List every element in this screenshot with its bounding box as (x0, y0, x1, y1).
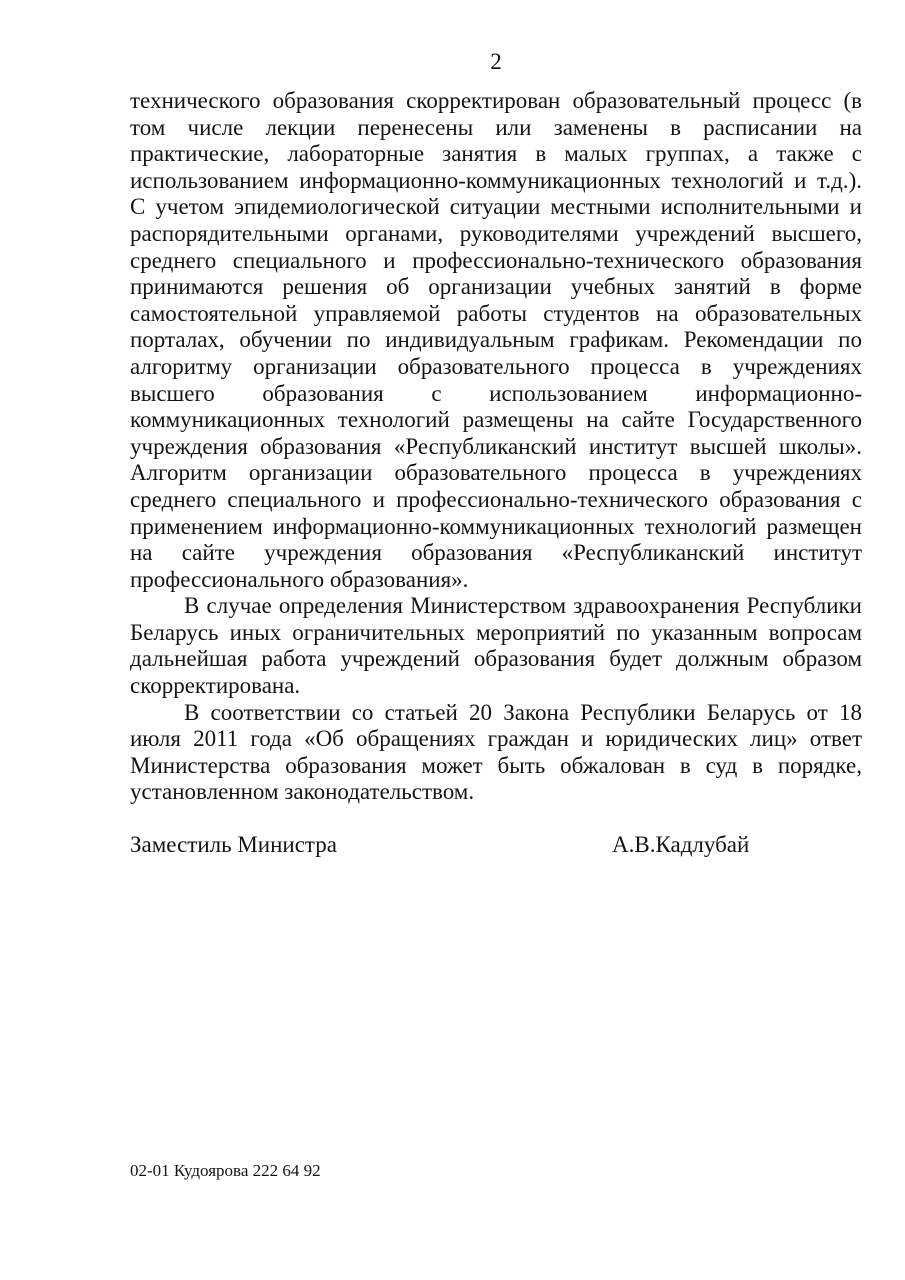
document-body (130, 88, 862, 806)
signature-title: Заместиль Министра (130, 832, 337, 857)
signature-block (130, 831, 862, 861)
paragraph-continuation: технического образования скорректирован образовательный процесс (в том числе лекции перенесены или заменены в расписании на практические, лабораторные занятия в малых группах, а также с использованием информационно-коммуникационных технологий и т.д.). С учетом эпидемиологической ситуации местными исполнительными и распорядительными органами, руководителями учреждений высшего, среднего специального и профессионально-технического образования принимаются решения об организации учебных занятий в форме самостоятельной управляемой работы студентов на образовательных порталах, обучении по индивидуальным графикам. Рекомендации по алгоритму организации образовательного процесса в учреждениях высшего образования с использованием информационно-коммуникационных технологий размещены на сайте Государственного учреждения образования «Республиканский институт высшей школы». Алгоритм организации образовательного процесса в учреждениях среднего специального и профессионально-технического образования с применением информационно-коммуникационных технологий размещен на сайте учреждения образования «Республиканский институт профессионального образования». (130, 88, 862, 592)
paragraph-health-ministry-note: В случае определения Министерством здравоохранения Республики Беларусь иных ограничительных мероприятий по указанным вопросам дальнейшая работа учреждений образования будет должным образом скорректирована. (130, 593, 862, 699)
page-number: 2 (490, 49, 502, 74)
paragraph-appeal-rights: В соответствии со статьей 20 Закона Республики Беларусь от 18 июля 2011 года «Об обращениях граждан и юридических лиц» ответ Министерства образования может быть обжалован в суд в порядке, установленном законодательством. (130, 699, 862, 805)
signature-name: А.В.Кадлубай (612, 832, 750, 857)
footer-reference: 02-01 Кудоярова 222 64 92 (130, 1161, 321, 1180)
